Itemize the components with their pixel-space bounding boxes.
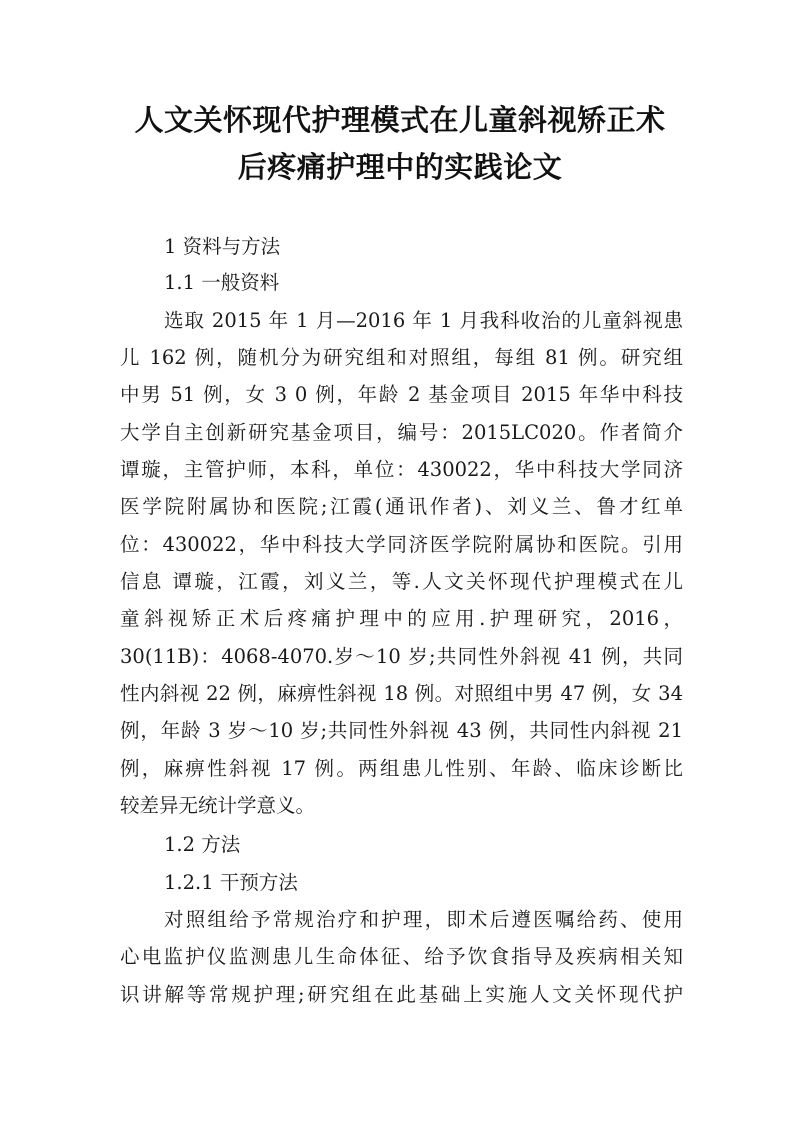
paragraph-line: 30(11B)：4068-4070.岁～10 岁;共同性外斜视 41 例，共同 xyxy=(120,645,683,668)
paragraph-line: 选取 2015 年 1 月—2016 年 1 月我科收治的儿童斜视患 xyxy=(164,309,683,332)
subsection-heading: 1.2.1 干预方法 xyxy=(164,871,298,894)
paragraph-line: 中男 51 例，女 3 0 例，年龄 2 基金项目 2015 年华中科技 xyxy=(120,383,683,406)
subsection-heading: 1.2 方法 xyxy=(164,833,241,856)
paragraph-line: 信息 谭璇，江霞，刘义兰，等.人文关怀现代护理模式在儿 xyxy=(120,570,683,593)
section-heading: 1 资料与方法 xyxy=(164,235,281,258)
paragraph-line: 医学院附属协和医院;江霞(通讯作者)、刘义兰、鲁才红单 xyxy=(120,495,683,518)
paragraph-line: 心电监护仪监测患儿生命体征、给予饮食指导及疾病相关知 xyxy=(120,945,683,968)
paragraph-line: 谭璇，主管护师，本科，单位：430022，华中科技大学同济 xyxy=(120,458,683,481)
paragraph-line: 性内斜视 22 例，麻痹性斜视 18 例。对照组中男 47 例，女 34 xyxy=(120,682,683,705)
paragraph-line: 例，麻痹性斜视 17 例。两组患儿性别、年龄、临床诊断比 xyxy=(120,757,683,780)
paragraph-line: 大学自主创新研究基金项目，编号：2015LC020。作者简介 xyxy=(120,421,683,444)
paragraph-line: 较差异无统计学意义。 xyxy=(120,794,316,817)
paragraph-line: 识讲解等常规护理;研究组在此基础上实施人文关怀现代护 xyxy=(120,983,683,1006)
paragraph-line: 位：430022，华中科技大学同济医学院附属协和医院。引用 xyxy=(120,533,683,556)
paragraph-line: 例，年龄 3 岁～10 岁;共同性外斜视 43 例，共同性内斜视 21 xyxy=(120,719,683,742)
paragraph-line: 童斜视矫正术后疼痛护理中的应用.护理研究，2016， xyxy=(120,607,683,630)
paragraph-line: 对照组给予常规治疗和护理，即术后遵医嘱给药、使用 xyxy=(164,908,683,931)
paragraph-line: 儿 162 例，随机分为研究组和对照组，每组 81 例。研究组 xyxy=(120,346,683,369)
document-title-line-2: 后疼痛护理中的实践论文 xyxy=(237,150,563,184)
document-title-line-1: 人文关怀现代护理模式在儿童斜视矫正术 xyxy=(134,103,666,137)
subsection-heading: 1.1 一般资料 xyxy=(164,271,280,294)
